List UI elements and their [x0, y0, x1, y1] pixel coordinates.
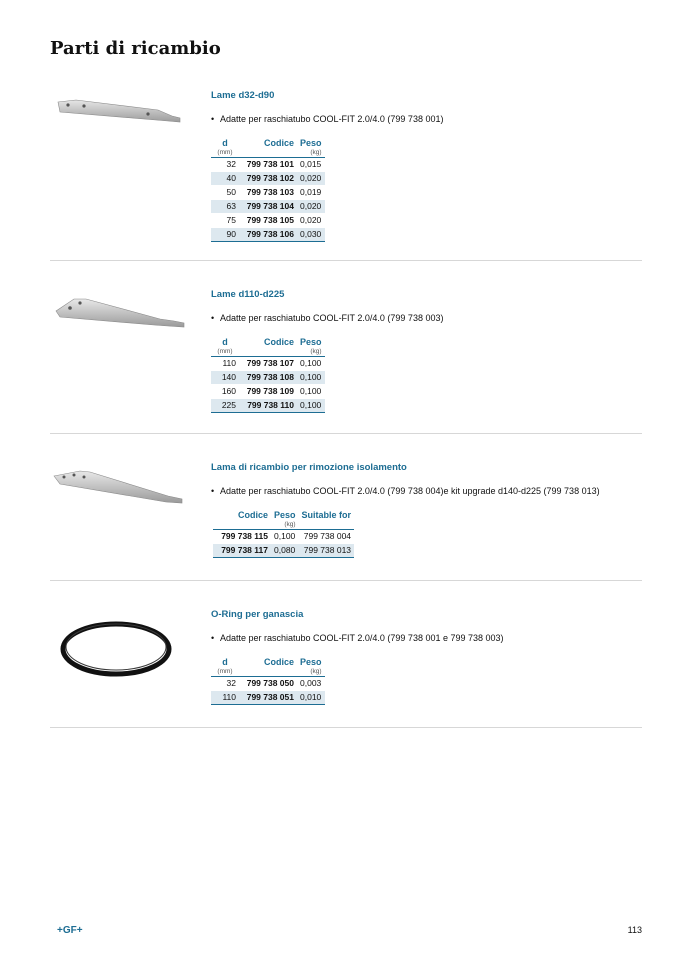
unit-mm: (mm) — [211, 348, 239, 357]
gf-logo: +GF+ — [57, 925, 83, 936]
col-header-d: d — [222, 138, 228, 148]
unit-empty — [239, 668, 297, 677]
col-header-codice: Codice — [263, 138, 294, 148]
unit-mm: (mm) — [211, 149, 239, 158]
table-row: 90 799 738 106 0,030 — [211, 228, 325, 242]
unit-kg: (kg) — [297, 348, 325, 357]
table-row: 32 799 738 050 0,003 — [211, 677, 325, 691]
section-title: Lama di ricambio per rimozione isolamento — [211, 462, 407, 473]
bullet-text: • Adatte per raschiatubo COOL-FIT 2.0/4.0 (799 738 004)e kit upgrade d140-d225 (799 738 013) — [211, 486, 600, 496]
section-lame-d32-d90 — [50, 90, 642, 261]
col-header-peso: Peso — [274, 510, 296, 520]
col-header-d: d — [222, 657, 228, 667]
table-row: 799 738 117 0,080 799 738 013 — [213, 544, 354, 558]
table-row: 50 799 738 103 0,019 — [211, 186, 325, 200]
section-divider — [50, 727, 642, 728]
blade-short-icon — [50, 94, 185, 130]
section-divider — [50, 260, 642, 261]
section-lama-isolamento — [50, 462, 642, 581]
table-row: 40 799 738 102 0,020 — [211, 172, 325, 186]
table-row: 140 799 738 108 0,100 — [211, 371, 325, 385]
unit-empty — [213, 521, 271, 530]
blade-long-icon — [50, 466, 185, 506]
spec-table — [211, 138, 325, 242]
table-row: 32 799 738 101 0,015 — [211, 158, 325, 172]
unit-empty — [299, 521, 355, 530]
col-header-peso: Peso — [300, 337, 322, 347]
bullet-text: • Adatte per raschiatubo COOL-FIT 2.0/4.0 (799 738 001) — [211, 114, 444, 124]
bullet-text: • Adatte per raschiatubo COOL-FIT 2.0/4.0 (799 738 003) — [211, 313, 444, 323]
section-o-ring — [50, 609, 642, 728]
table-row: 225 799 738 110 0,100 — [211, 399, 325, 413]
unit-empty — [239, 348, 297, 357]
col-header-codice: Codice — [263, 337, 294, 347]
spec-table — [211, 657, 325, 705]
page-number: 113 — [627, 925, 642, 935]
table-row: 110 799 738 051 0,010 — [211, 691, 325, 705]
col-header-d: d — [222, 337, 228, 347]
spec-table — [211, 337, 325, 413]
o-ring-icon — [58, 619, 174, 679]
section-lame-d110-d225 — [50, 289, 642, 434]
table-row: 110 799 738 107 0,100 — [211, 357, 325, 371]
section-divider — [50, 433, 642, 434]
section-title: Lame d32-d90 — [211, 90, 275, 101]
bullet-text: • Adatte per raschiatubo COOL-FIT 2.0/4.0 (799 738 001 e 799 738 003) — [211, 633, 504, 643]
table-row: 75 799 738 105 0,020 — [211, 214, 325, 228]
unit-kg: (kg) — [297, 149, 325, 158]
table-row: 160 799 738 109 0,100 — [211, 385, 325, 399]
unit-kg: (kg) — [297, 668, 325, 677]
table-row: 799 738 115 0,100 799 738 004 — [213, 530, 354, 544]
unit-kg: (kg) — [271, 521, 299, 530]
col-header-peso: Peso — [300, 657, 322, 667]
unit-mm: (mm) — [211, 668, 239, 677]
col-header-suitable-for: Suitable for — [301, 510, 352, 520]
col-header-peso: Peso — [300, 138, 322, 148]
col-header-codice: Codice — [263, 657, 294, 667]
spec-table — [213, 510, 354, 558]
page-title: Parti di ricambio — [50, 38, 221, 59]
unit-empty — [239, 149, 297, 158]
blade-wide-icon — [50, 293, 185, 333]
section-divider — [50, 580, 642, 581]
section-title: Lame d110-d225 — [211, 289, 285, 300]
col-header-codice: Codice — [237, 510, 268, 520]
section-title: O-Ring per ganascia — [211, 609, 304, 620]
table-row: 63 799 738 104 0,020 — [211, 200, 325, 214]
